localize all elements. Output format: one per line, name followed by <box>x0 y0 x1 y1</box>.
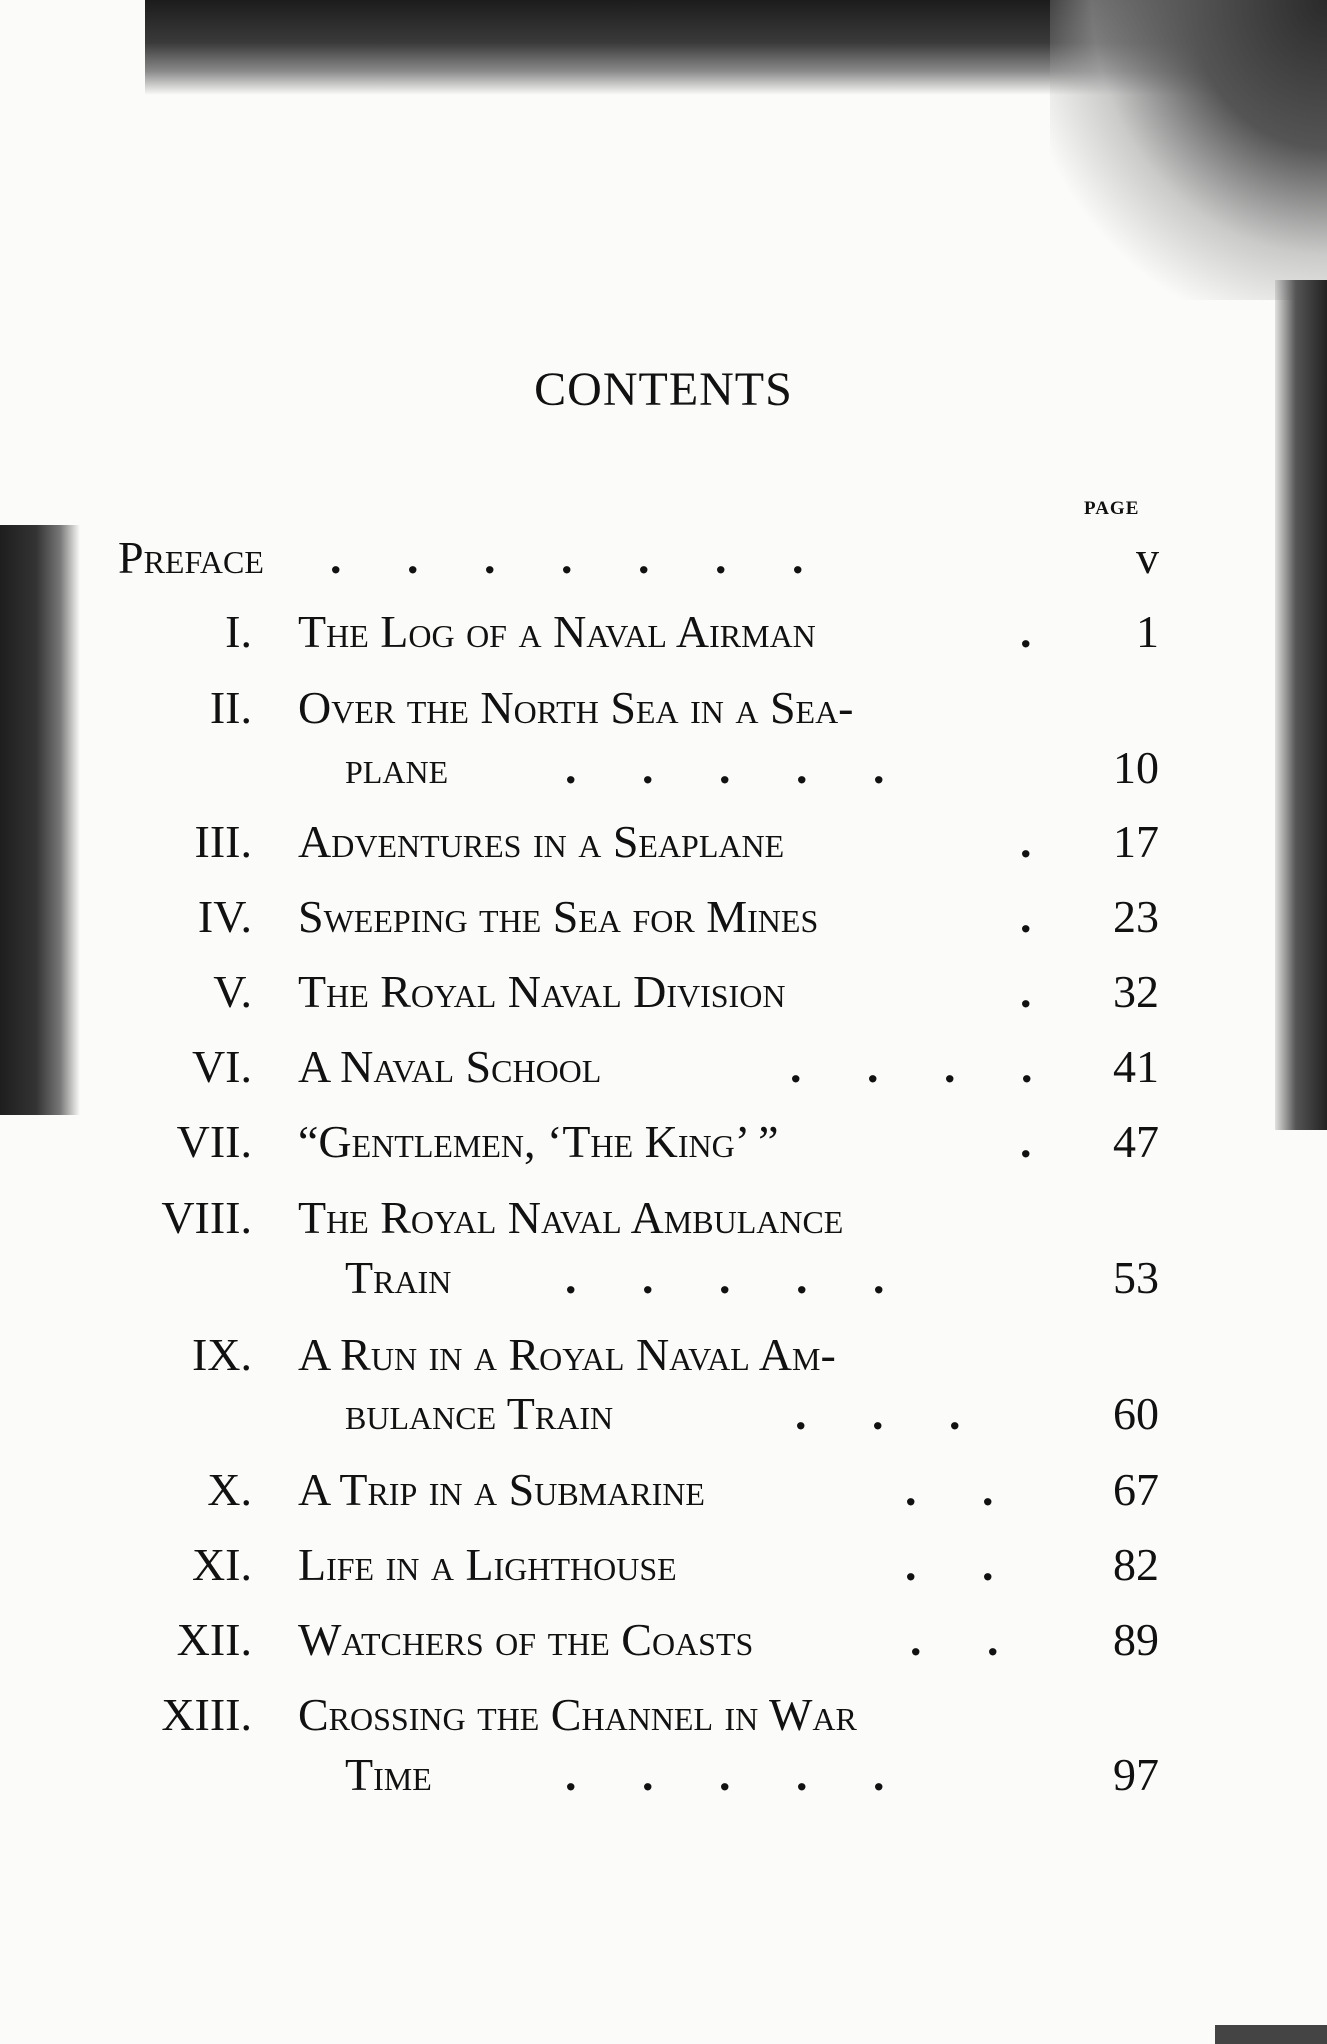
toc-entry <box>0 1188 1327 1248</box>
toc-entry-continued <box>0 738 1327 798</box>
entry-page: 53 <box>1113 1252 1159 1303</box>
chapter-numeral: IX. <box>191 1329 252 1380</box>
chapter-numeral: XIII. <box>161 1689 252 1740</box>
entry-title: Over the North Sea in a Sea- <box>298 682 854 733</box>
entry-title: A Trip in a Submarine <box>298 1464 705 1515</box>
entry-title: Crossing the Channel in War <box>298 1689 857 1740</box>
dot-leader: . <box>1020 816 1059 867</box>
toc-entry <box>0 1460 1327 1520</box>
dot-leader: . . . . . <box>565 1749 912 1800</box>
toc-entry <box>0 812 1327 872</box>
entry-page: 97 <box>1113 1749 1159 1800</box>
toc-entry-continued <box>0 1248 1327 1308</box>
dot-leader: . . <box>905 1464 1021 1515</box>
entry-title: A Naval School <box>298 1041 602 1092</box>
toc-entry-continued <box>0 1745 1327 1805</box>
entry-page: 67 <box>1113 1464 1159 1515</box>
dot-leader: . <box>1020 606 1059 657</box>
chapter-numeral: III. <box>194 816 252 867</box>
entry-title-cont: plane <box>345 742 449 793</box>
dot-leader: . . . . . . . <box>330 532 831 583</box>
chapter-numeral: VI. <box>191 1041 252 1092</box>
toc-entry <box>0 1037 1327 1097</box>
chapter-numeral: XI. <box>191 1539 252 1590</box>
chapter-numeral: VIII. <box>161 1192 252 1243</box>
dot-leader: . . . . . <box>565 742 912 793</box>
toc-entry <box>0 1610 1327 1670</box>
entry-title: Sweeping the Sea for Mines <box>298 891 819 942</box>
toc-entry <box>0 1112 1327 1172</box>
entry-page: 10 <box>1113 742 1159 793</box>
dot-leader: . <box>1020 1116 1059 1167</box>
entry-page: 41 <box>1113 1041 1159 1092</box>
chapter-numeral: VII. <box>176 1116 252 1167</box>
entry-page: 82 <box>1113 1539 1159 1590</box>
dot-leader: . <box>1020 966 1059 1017</box>
toc-entry-continued <box>0 1384 1327 1444</box>
toc-entry <box>0 602 1327 662</box>
entry-title: Adventures in a Seaplane <box>298 816 785 867</box>
entry-page: 1 <box>1136 606 1159 657</box>
entry-page: 89 <box>1113 1614 1159 1665</box>
toc-entry-preface <box>0 528 1327 588</box>
entry-title-cont: Time <box>345 1749 432 1800</box>
entry-page: 47 <box>1113 1116 1159 1167</box>
dot-leader: . . . <box>795 1388 988 1439</box>
chapter-numeral: I. <box>225 606 252 657</box>
entry-title: The Royal Naval Division <box>298 966 786 1017</box>
chapter-numeral: XII. <box>176 1614 252 1665</box>
dot-leader: . . <box>905 1539 1021 1590</box>
entry-title: “Gentlemen, ‘The King’ ” <box>298 1116 779 1167</box>
toc-entry <box>0 1535 1327 1595</box>
entry-page: 60 <box>1113 1388 1159 1439</box>
toc-entry <box>0 1685 1327 1745</box>
entry-title: A Run in a Royal Naval Am- <box>298 1329 836 1380</box>
entry-page: 23 <box>1113 891 1159 942</box>
chapter-numeral: V. <box>213 966 252 1017</box>
chapter-numeral: II. <box>209 682 252 733</box>
dot-leader: . . <box>910 1614 1026 1665</box>
chapter-numeral: X. <box>207 1464 252 1515</box>
dot-leader: . <box>1020 891 1059 942</box>
entry-title: The Royal Naval Ambulance <box>298 1192 844 1243</box>
toc-entry <box>0 1325 1327 1385</box>
entry-page: v <box>1136 532 1159 583</box>
dot-leader: . . . . <box>790 1041 1060 1092</box>
contents-heading: CONTENTS <box>534 363 793 416</box>
entry-page: 32 <box>1113 966 1159 1017</box>
entry-title: Preface <box>118 532 264 583</box>
entry-page: 17 <box>1113 816 1159 867</box>
toc-entry <box>0 887 1327 947</box>
entry-title: Life in a Lighthouse <box>298 1539 677 1590</box>
toc-entry <box>0 678 1327 738</box>
chapter-numeral: IV. <box>197 891 252 942</box>
page-column-label: PAGE <box>1084 498 1140 519</box>
entry-title-cont: Train <box>345 1252 452 1303</box>
entry-title-cont: bulance Train <box>345 1388 614 1439</box>
entry-title: Watchers of the Coasts <box>298 1614 754 1665</box>
entry-title: The Log of a Naval Airman <box>298 606 816 657</box>
dot-leader: . . . . . <box>565 1252 912 1303</box>
toc-entry <box>0 962 1327 1022</box>
